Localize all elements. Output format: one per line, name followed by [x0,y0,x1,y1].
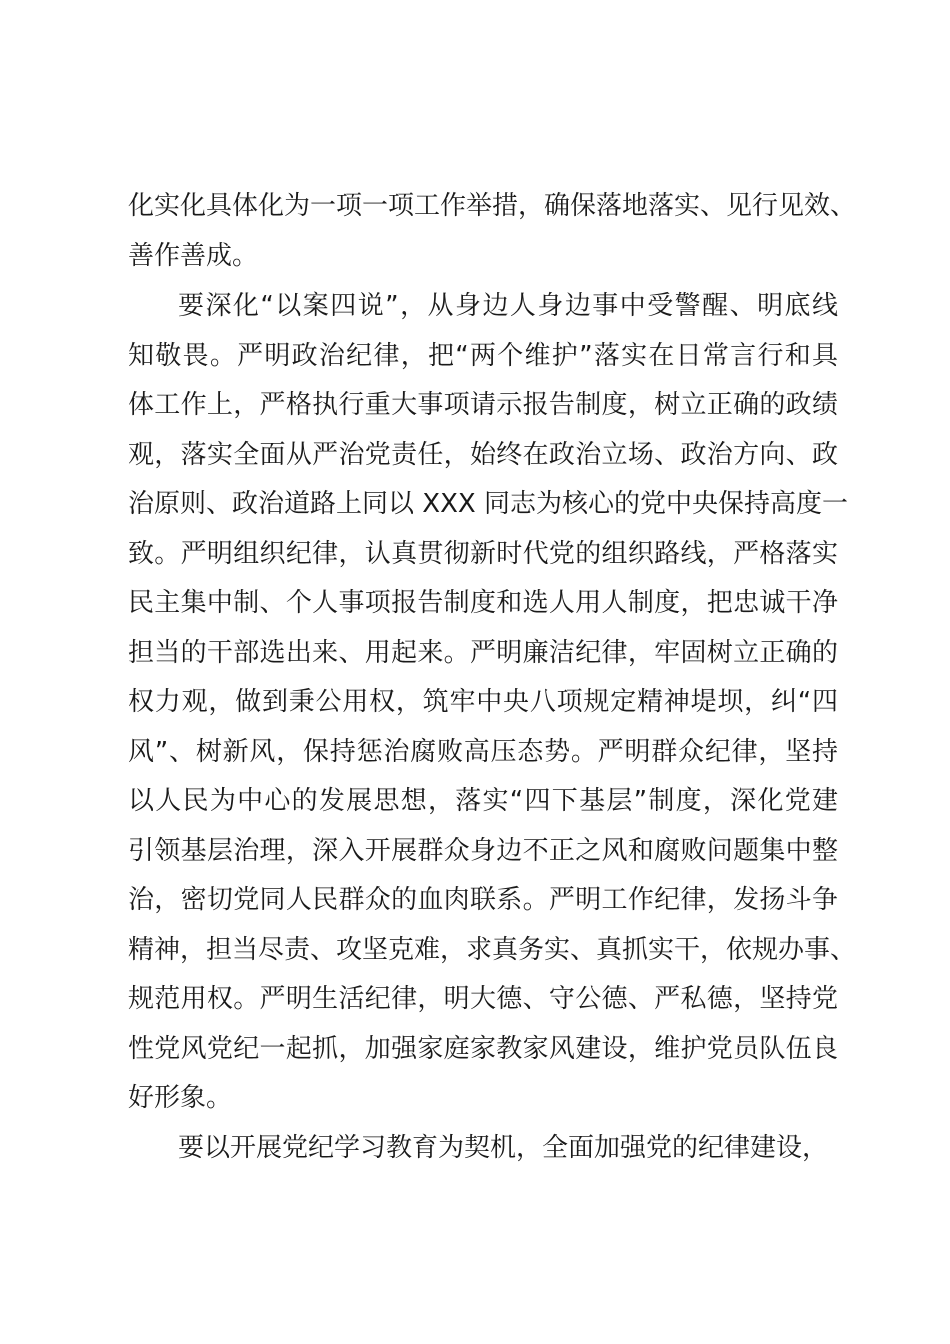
paragraph-line: 风”、树新风，保持惩治腐败高压态势。严明群众纪律，坚持 [128,737,838,767]
paragraph-line: 要以开展党纪学习教育为契机，全面加强党的纪律建设， [178,1133,829,1163]
paragraph-line: 要深化“以案四说”，从身边人身边事中受警醒、明底线 [178,291,838,321]
paragraph-line: 担当的干部选出来、用起来。严明廉洁纪律，牢固树立正确的 [128,638,838,668]
paragraph-line: 知敬畏。严明政治纪律，把“两个维护”落实在日常言行和具 [128,341,838,371]
paragraph-line: 善作善成。 [128,241,259,271]
paragraph-line: 引领基层治理，深入开展群众身边不正之风和腐败问题集中整 [128,836,838,866]
paragraph-line: 治原则、政治道路上同以 XXX 同志为核心的党中央保持高度一 [128,489,848,519]
paragraph-line: 观，落实全面从严治党责任，始终在政治立场、政治方向、政 [128,440,838,470]
paragraph-line: 精神，担当尽责、攻坚克难，求真务实、真抓实干，依规办事、 [128,935,857,965]
paragraph-line: 规范用权。严明生活纪律，明大德、守公德、严私德，坚持党 [128,984,838,1014]
paragraph-line: 权力观，做到秉公用权，筑牢中央八项规定精神堤坝，纠“四 [128,687,838,717]
paragraph-line: 性党风党纪一起抓，加强家庭家教家风建设，维护党员队伍良 [128,1034,838,1064]
paragraph-line: 治，密切党同人民群众的血肉联系。严明工作纪律，发扬斗争 [128,885,838,915]
paragraph-line: 以人民为中心的发展思想，落实“四下基层”制度，深化党建 [128,786,838,816]
paragraph-line: 民主集中制、个人事项报告制度和选人用人制度，把忠诚干净 [128,588,838,618]
paragraph-line: 致。严明组织纪律，认真贯彻新时代党的组织路线，严格落实 [128,539,838,569]
paragraph-line: 体工作上，严格执行重大事项请示报告制度，树立正确的政绩 [128,390,838,420]
paragraph-line: 好形象。 [128,1083,233,1113]
paragraph-line: 化实化具体化为一项一项工作举措，确保落地落实、见行见效、 [128,191,857,221]
